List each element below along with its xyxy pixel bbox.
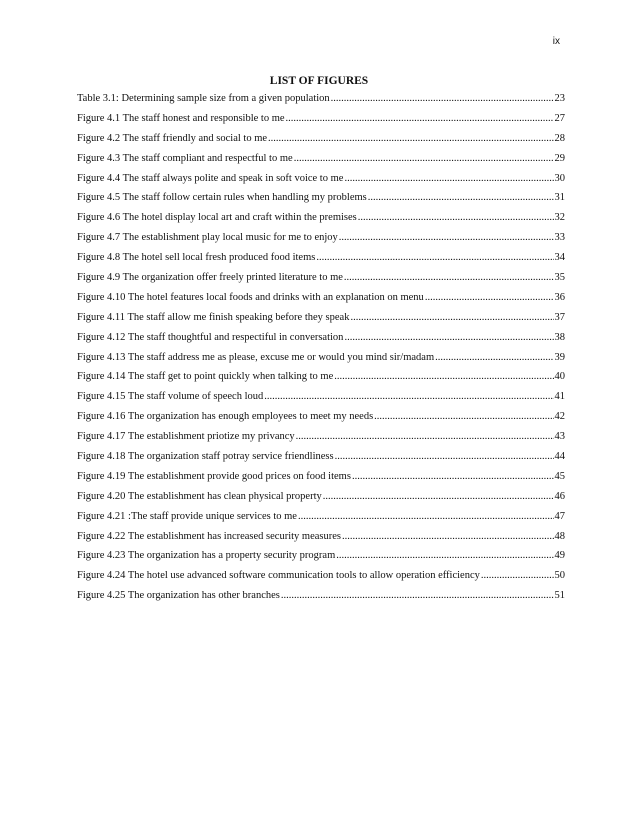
dot-leader bbox=[281, 588, 554, 604]
toc-entry-label: Figure 4.25 The organization has other branches bbox=[77, 590, 280, 602]
toc-entry-label: Figure 4.1 The staff honest and responsible to me bbox=[77, 112, 285, 124]
toc-entry-label: Figure 4.11 The staff allow me finish speaking before they speak bbox=[77, 311, 350, 323]
dot-leader bbox=[268, 131, 553, 147]
toc-entry-page: 23 bbox=[554, 93, 565, 104]
toc-entry-label: Table 3.1: Determining sample size from a given population bbox=[77, 93, 330, 104]
toc-entry-page: 48 bbox=[554, 530, 565, 542]
toc-entry-label: Figure 4.22 The establishment has increased security measures bbox=[77, 530, 341, 542]
toc-entry[interactable] bbox=[77, 489, 565, 509]
dot-leader bbox=[334, 369, 553, 385]
toc-entry-label: Figure 4.14 The staff get to point quickly when talking to me bbox=[77, 371, 334, 383]
toc-entry[interactable] bbox=[77, 131, 565, 151]
toc-entry[interactable] bbox=[77, 250, 565, 270]
dot-leader bbox=[368, 190, 554, 206]
toc-entry[interactable] bbox=[77, 230, 565, 250]
toc-entry-page: 32 bbox=[554, 212, 565, 224]
toc-entry-label: Figure 4.24 The hotel use advanced software communication tools to allow operation efficiency bbox=[77, 570, 480, 582]
dot-leader bbox=[339, 230, 554, 246]
page-title: LIST OF FIGURES bbox=[269, 75, 369, 87]
toc-entry[interactable] bbox=[77, 389, 565, 409]
dot-leader bbox=[286, 111, 554, 127]
dot-leader bbox=[316, 250, 553, 266]
toc-entry-label: Figure 4.4 The staff always polite and speak in soft voice to me bbox=[77, 172, 344, 184]
toc-entry-label: Figure 4.21 :The staff provide unique services to me bbox=[77, 510, 297, 522]
toc-entry-page: 49 bbox=[554, 550, 565, 562]
dot-leader bbox=[323, 489, 554, 505]
toc-entry-label: Figure 4.16 The organization has enough employees to meet my needs bbox=[77, 411, 374, 423]
toc-entry-page: 34 bbox=[554, 252, 565, 264]
toc-entry-label: Figure 4.8 The hotel sell local fresh produced food items bbox=[77, 252, 316, 264]
toc-entry[interactable] bbox=[77, 350, 565, 370]
toc-entry[interactable] bbox=[77, 111, 565, 131]
toc-entry-label: Figure 4.9 The organization offer freely printed literature to me bbox=[77, 272, 343, 284]
dot-leader bbox=[435, 350, 553, 366]
toc-entry-label: Figure 4.13 The staff address me as please, excuse me or would you mind sir/madam bbox=[77, 351, 435, 363]
toc-entry-page: 33 bbox=[554, 232, 565, 244]
toc-entry[interactable] bbox=[77, 409, 565, 429]
toc-entry-page: 39 bbox=[554, 351, 565, 363]
toc-entry[interactable] bbox=[77, 190, 565, 210]
toc-entry-label: Figure 4.5 The staff follow certain rules when handling my problems bbox=[77, 192, 367, 204]
toc-entry[interactable] bbox=[77, 369, 565, 389]
dot-leader bbox=[294, 151, 554, 167]
dot-leader bbox=[264, 389, 553, 405]
toc-entry-page: 31 bbox=[554, 192, 565, 204]
toc-entry[interactable] bbox=[77, 210, 565, 230]
toc-entry-label: Figure 4.20 The establishment has clean physical property bbox=[77, 490, 322, 502]
toc-entry-label: Figure 4.18 The organization staff potray service friendliness bbox=[77, 451, 334, 463]
toc-entry[interactable] bbox=[77, 449, 565, 469]
toc-entry-label: Figure 4.10 The hotel features local foods and drinks with an explanation on menu bbox=[77, 291, 424, 303]
toc-entry-page: 41 bbox=[554, 391, 565, 403]
toc-entry[interactable] bbox=[77, 270, 565, 290]
toc-entry-page: 46 bbox=[554, 490, 565, 502]
dot-leader bbox=[344, 171, 553, 187]
toc-entry-label: Figure 4.19 The establishment provide good prices on food items bbox=[77, 470, 351, 482]
toc-entry-page: 35 bbox=[554, 272, 565, 284]
toc-entry-page: 37 bbox=[554, 311, 565, 323]
dot-leader bbox=[298, 509, 554, 525]
toc-entry-label: Figure 4.23 The organization has a property security program bbox=[77, 550, 336, 562]
toc-entry-label: Figure 4.12 The staff thoughtful and respectiful in conversation bbox=[77, 331, 344, 343]
dot-leader bbox=[350, 310, 553, 326]
toc-entry-page: 42 bbox=[554, 411, 565, 423]
toc-entry-page: 40 bbox=[554, 371, 565, 383]
dot-leader bbox=[481, 568, 554, 584]
toc-entry[interactable] bbox=[77, 529, 565, 549]
toc-entry-page: 45 bbox=[554, 470, 565, 482]
toc-entry[interactable] bbox=[77, 429, 565, 449]
toc-entry-page: 50 bbox=[554, 570, 565, 582]
toc-entry[interactable] bbox=[77, 91, 565, 111]
toc-entry-page: 27 bbox=[554, 112, 565, 124]
dot-leader bbox=[336, 548, 553, 564]
dot-leader bbox=[331, 91, 554, 107]
toc-entry-page: 36 bbox=[554, 291, 565, 303]
toc-entry[interactable] bbox=[77, 588, 565, 608]
toc-entry-label: Figure 4.6 The hotel display local art and craft within the premises bbox=[77, 212, 357, 224]
toc-entry-label: Figure 4.2 The staff friendly and social to me bbox=[77, 132, 268, 144]
dot-leader bbox=[335, 449, 554, 465]
toc-entry[interactable] bbox=[77, 310, 565, 330]
toc-entry-page: 47 bbox=[554, 510, 565, 522]
toc-entry[interactable] bbox=[77, 509, 565, 529]
dot-leader bbox=[342, 529, 554, 545]
toc-entry-page: 29 bbox=[554, 152, 565, 164]
toc-entry-page: 51 bbox=[554, 590, 565, 602]
toc-entry[interactable] bbox=[77, 469, 565, 489]
toc-entry-label: Figure 4.3 The staff compliant and respectful to me bbox=[77, 152, 293, 164]
page-number: ix bbox=[552, 36, 560, 47]
dot-leader bbox=[344, 270, 554, 286]
toc-entry-page: 28 bbox=[554, 132, 565, 144]
toc-entry[interactable] bbox=[77, 548, 565, 568]
toc-entry-label: Figure 4.7 The establishment play local music for me to enjoy bbox=[77, 232, 338, 244]
toc-entry-label: Figure 4.15 The staff volume of speech loud bbox=[77, 391, 264, 403]
toc-entry-page: 44 bbox=[554, 451, 565, 463]
dot-leader bbox=[374, 409, 553, 425]
toc-entry-page: 38 bbox=[554, 331, 565, 343]
toc-entry-page: 30 bbox=[554, 172, 565, 184]
toc-entry[interactable] bbox=[77, 151, 565, 171]
figure-list bbox=[77, 91, 565, 608]
dot-leader bbox=[358, 210, 554, 226]
toc-entry[interactable] bbox=[77, 290, 565, 310]
toc-entry[interactable] bbox=[77, 171, 565, 191]
dot-leader bbox=[425, 290, 554, 306]
toc-entry[interactable] bbox=[77, 568, 565, 588]
dot-leader bbox=[352, 469, 554, 485]
toc-entry-label: Figure 4.17 The establishment priotize my privancy bbox=[77, 431, 295, 443]
dot-leader bbox=[296, 429, 554, 445]
toc-entry[interactable] bbox=[77, 330, 565, 350]
toc-entry-page: 43 bbox=[554, 431, 565, 443]
dot-leader bbox=[344, 330, 553, 346]
